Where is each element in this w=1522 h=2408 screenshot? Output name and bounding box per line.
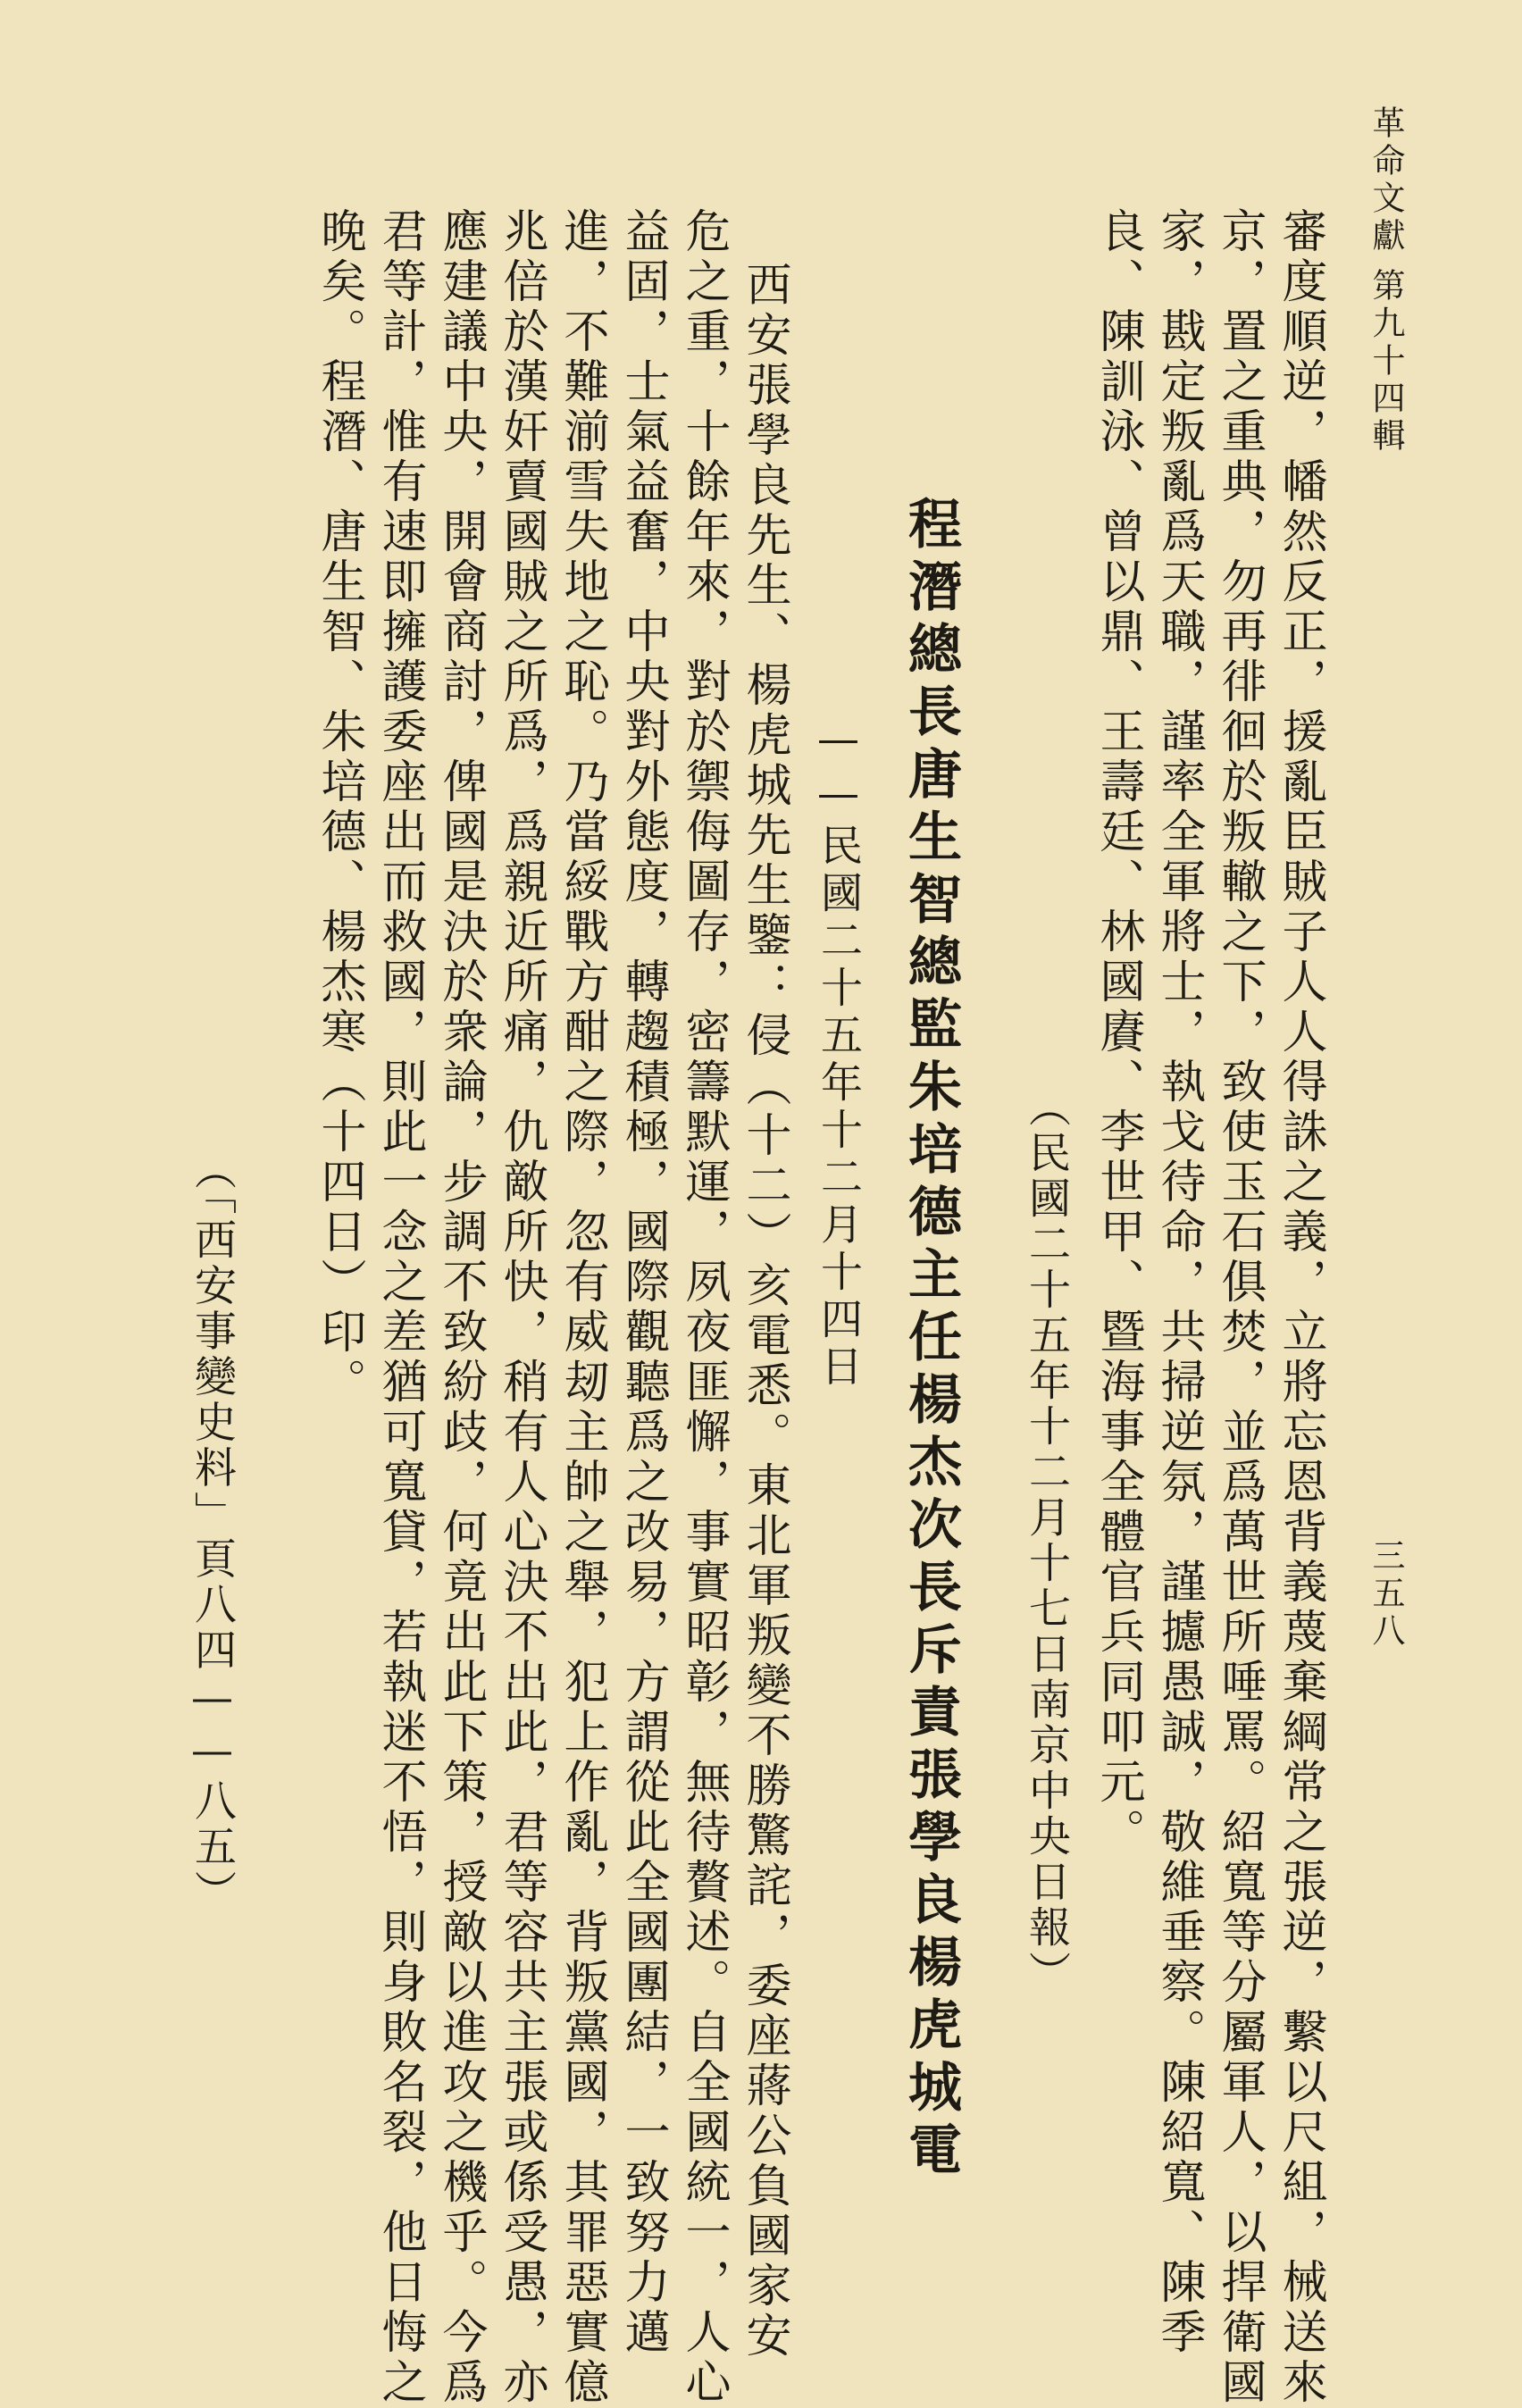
prev-text-line-4: 良、陳訓泳、曾以鼎、王壽廷、林國賡、李世甲、暨海事全體官兵同叩元。 [1091,207,1144,1858]
telegram-line-1: 西安張學良先生、楊虎城先生鑒：侵（十二）亥電悉。東北軍叛變不勝驚詫，委座蔣公負國家安 [738,261,790,2362]
prev-text-line-1: 審度順逆，幡然反正，援亂臣賊子人人得誅之義，立將忘恩背義蔑棄綱常之張逆，繫以尺組，械送來 [1274,207,1326,2408]
telegram-line-2: 危之重，十餘年來，對於禦侮圖存，密籌默運，夙夜匪懈，事實昭彰，無待贅述。自全國統一，人心 [677,207,730,2408]
prev-text-line-2: 京，置之重典，勿再徘徊於叛轍之下，致使玉石俱焚，並爲萬世所唾罵。紹寬等分屬軍人，以捍衛國 [1213,207,1266,2408]
page-number: 三五八 [1367,1538,1405,1651]
running-header [1367,105,1405,456]
telegram-line-4: 進，不難湔雪失地之恥。乃當綏戰方酣之際，忽有威刼主帥之舉，犯上作亂，背叛黨國，其罪惡實億 [556,207,608,2408]
telegram-line-6: 應建議中央，開會商討，俾國是決於衆論，步調不致紛歧，何竟出此下策，授敵以進攻之機乎。今爲 [434,207,487,2408]
telegram-title: 程潛總長唐生智總監朱培德主任楊杰次長斥責張學良楊虎城電 [899,496,962,2184]
telegram-citation: （「西安事變史料」頁八四——八五） [188,1148,237,1916]
prev-text-line-3: 家，戡定叛亂爲天職，謹率全軍將士，執戈待命，共掃逆氛，謹攄愚誠，敬維垂察。陳紹寬、陳季 [1152,207,1205,2358]
telegram-line-8: 晚矣。程潛、唐生智、朱培德、楊杰寒（十四日）印。 [313,207,365,1408]
prev-citation: （民國二十五年十二月十七日南京中央日報） [1022,1085,1071,1996]
telegram-line-7: 君等計，惟有速即擁護委座出而救國，則此一念之差猶可寬貸，若執迷不悟，則身敗名裂，他日悔之 [373,207,426,2408]
volume-label: 第九十四輯 [1367,268,1405,456]
telegram-date: ——民國二十五年十二月十四日 [814,715,863,1392]
telegram-line-5: 兆倍於漢奸賣國賊之所爲，爲親近所痛，仇敵所快，稍有人心決不出此，君等容共主張或係受愚，亦 [495,207,548,2408]
telegram-line-3: 益固，士氣益奮，中央對外態度，轉趨積極，國際觀聽爲之改易，方謂從此全國團結，一致努力邁 [616,207,669,2358]
book-title: 革命文獻 [1367,105,1405,255]
